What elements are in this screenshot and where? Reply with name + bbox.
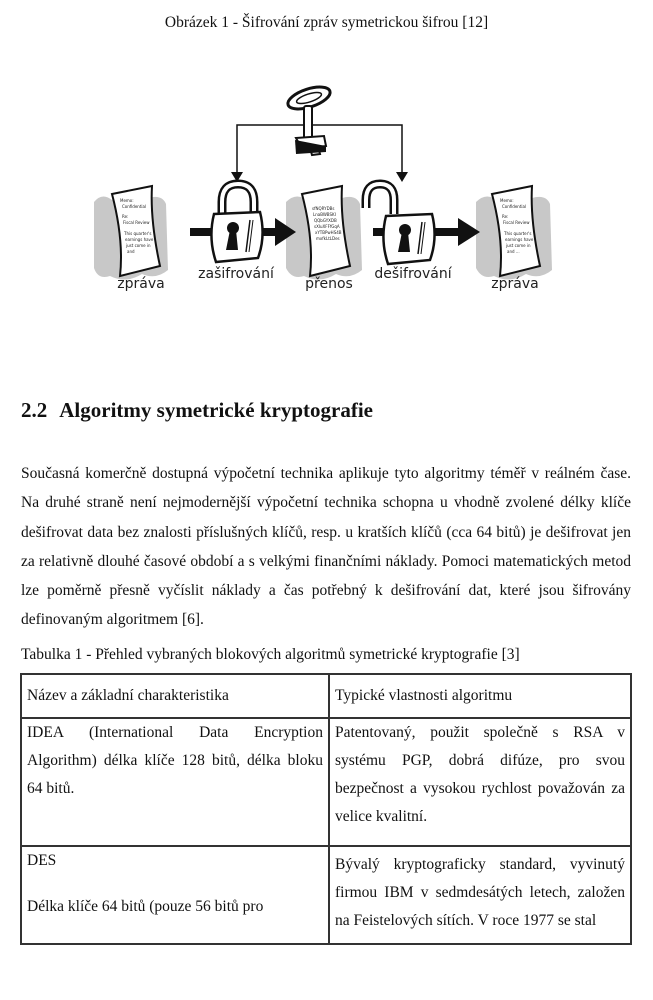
svg-text:LnaBWBSKI: LnaBWBSKI bbox=[313, 212, 336, 217]
svg-text:This quarter's: This quarter's bbox=[124, 231, 152, 236]
svg-text:Memo:: Memo: bbox=[120, 198, 134, 203]
svg-text:mxfkLtLDes: mxfkLtLDes bbox=[316, 236, 340, 241]
section-title: Algoritmy symetrické kryptografie bbox=[59, 398, 373, 422]
table-caption: Tabulka 1 - Přehled vybraných blokových algoritmů symetrické kryptografie [3] bbox=[21, 646, 520, 663]
svg-text:Fiscal Review: Fiscal Review bbox=[123, 220, 150, 225]
label-transfer: přenos bbox=[305, 276, 353, 292]
lock-closed-icon bbox=[211, 184, 262, 262]
lock-open-icon bbox=[366, 184, 435, 264]
section-number: 2.2 bbox=[21, 398, 48, 422]
algorithm-name: IDEA (International Data Encryption Algorithm) délka klíče 128 bitů, délka bloku 64 bitů. bbox=[27, 724, 323, 797]
svg-text:and: and bbox=[127, 249, 135, 254]
algorithm-name-detail: Délka klíče 64 bitů (pouze 56 bitů pro bbox=[27, 898, 264, 915]
header-properties: Typické vlastnosti algoritmu bbox=[329, 674, 631, 718]
encryption-diagram bbox=[90, 80, 570, 300]
svg-text:and ...: and ... bbox=[507, 249, 520, 254]
label-encrypt: zašifrování bbox=[198, 266, 274, 282]
section-heading bbox=[21, 398, 373, 423]
algorithm-properties: Bývalý kryptograficky standard, vyvinutý firmou IBM v sedmdesátých letech, založen na Feistelových sítích. V roce 1977 se stal bbox=[335, 856, 625, 929]
cell-properties bbox=[329, 718, 631, 846]
key-icon bbox=[285, 83, 332, 155]
svg-text:sXIuXFFfGqA: sXIuXFFfGqA bbox=[314, 224, 340, 229]
cell-name bbox=[21, 846, 329, 944]
cell-properties bbox=[329, 846, 631, 944]
table-row bbox=[21, 846, 631, 944]
svg-text:Confidential: Confidential bbox=[502, 204, 527, 209]
label-decrypt: dešifrování bbox=[374, 266, 452, 282]
svg-text:sfNQRYDBs: sfNQRYDBs bbox=[312, 206, 335, 211]
svg-text:just come in: just come in bbox=[506, 243, 531, 248]
svg-text:Fiscal Review: Fiscal Review bbox=[503, 220, 530, 225]
svg-text:earnings have: earnings have bbox=[505, 237, 534, 242]
label-message-in: zpráva bbox=[117, 276, 165, 292]
svg-text:Confidential: Confidential bbox=[122, 204, 147, 209]
svg-text:Re:: Re: bbox=[502, 214, 509, 219]
label-message-out: zpráva bbox=[491, 276, 539, 292]
svg-text:QQbGYXDB: QQbGYXDB bbox=[314, 218, 337, 223]
svg-text:Re:: Re: bbox=[122, 214, 129, 219]
cell-name bbox=[21, 718, 329, 846]
table-row bbox=[21, 718, 631, 846]
svg-text:xYTBPwHS4B: xYTBPwHS4B bbox=[315, 230, 342, 235]
algorithm-properties: Patentovaný, použit společně s RSA v systému PGP, dobrá difúze, pro svou bezpečnost a vysokou rychlost považován za velice kvalitní. bbox=[335, 724, 625, 825]
table-header-row bbox=[21, 674, 631, 718]
body-paragraph: Současná komerčně dostupná výpočetní technika aplikuje tyto algoritmy téměř v reálném čase. Na druhé straně není nejmodernější výpočetní technika schopna u vhodně zvolené délky klíče dešifrovat data bez znalosti příslušných klíčů, resp. u kratších klíčů (cca 64 bitů) je dešifrovat jen za relativně dlouhé časové období a s velkými finančními náklady. Pomoci matematických metod lze poměrně přesně vyčíslit náklady a čas potřebný k dešifrování dat, které jsou šifrovány definovaným algoritmem [6]. bbox=[21, 465, 631, 629]
svg-text:Memo:: Memo: bbox=[500, 198, 514, 203]
svg-text:just come in: just come in bbox=[126, 243, 151, 248]
figure-caption: Obrázek 1 - Šifrování zpráv symetrickou šifrou [12] bbox=[164, 14, 489, 31]
svg-text:This quarter's: This quarter's bbox=[504, 231, 532, 236]
svg-text:earnings have: earnings have bbox=[125, 237, 154, 242]
algorithms-table bbox=[20, 673, 632, 945]
algorithm-name: DES bbox=[27, 852, 57, 869]
header-name: Název a základní charakteristika bbox=[21, 674, 329, 718]
